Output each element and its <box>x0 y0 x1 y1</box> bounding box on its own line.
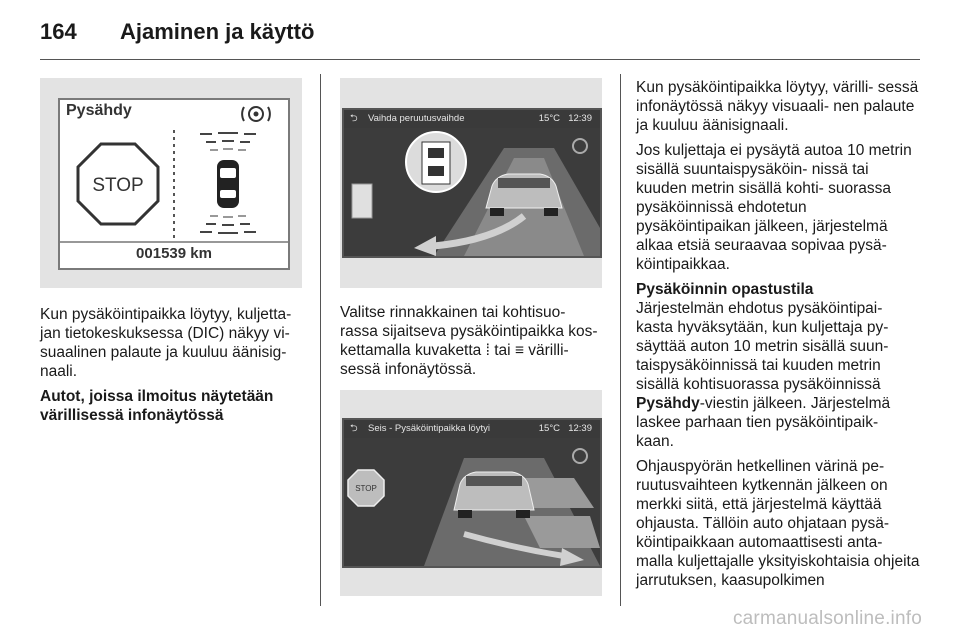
figure-dic-display <box>40 78 302 288</box>
figure-reverse-gear-screen <box>340 78 602 288</box>
stop-parking-graphic <box>344 438 600 566</box>
car-top-view-icon <box>217 160 239 208</box>
screen-status-bar <box>344 420 600 438</box>
col3-paragraph-4: Ohjauspyörän hetkellinen värinä pe- ruutusvaihteen kytkennän jälkeen on merkki siitä, että järjestelmä käyttää ohjausta. Tällöin auto ohjataan pysä- köintipaikkaan automaattisesti anta- malla kuljettajalle yksityiskohtaisia ohjeita jarrutuksen, kaasupolkimen <box>636 458 920 589</box>
back-icon[interactable]: ⮌ <box>350 113 358 124</box>
infotainment-screen-2 <box>342 418 602 568</box>
temperature-readout: 15°C <box>538 113 560 124</box>
screen-title: Vaihda peruutusvaihde <box>368 113 465 124</box>
reverse-parking-graphic <box>344 128 600 256</box>
screen-status-bar <box>344 110 600 128</box>
chapter-title: Ajaminen ja käyttö <box>120 19 315 44</box>
back-icon[interactable]: ⮌ <box>350 423 358 434</box>
parking-assist-icon <box>242 107 270 121</box>
column-divider-1 <box>320 74 321 606</box>
odometer-readout: 001539 km <box>136 245 212 262</box>
dic-title: Pysähdy <box>66 102 132 119</box>
stop-sign-text: STOP <box>92 175 144 196</box>
page-number: 164 <box>40 19 77 44</box>
col3-heading: Pysäköinnin opastustila <box>636 281 814 298</box>
stop-sign-icon <box>348 470 384 506</box>
dic-graphic <box>60 100 288 268</box>
screen-body <box>344 438 600 566</box>
col2-text <box>340 303 605 385</box>
col1-heading: Autot, joissa ilmoitus näytetään värillisessä infonäytössä <box>40 388 274 424</box>
header-rule <box>40 59 920 60</box>
col3-paragraph-3 <box>636 299 920 451</box>
col2-paragraph-1: Valitse rinnakkainen tai kohtisuo- rassa sijaitseva pysäköintipaikka kos- kettamalla kuvaketta ⁞ tai ≡ värilli- sessä infonäytössä. <box>340 304 598 378</box>
dic-screen <box>58 98 290 270</box>
page-header <box>40 14 920 54</box>
stop-sign-text: STOP <box>355 484 377 493</box>
screen-body <box>344 128 600 256</box>
watermark: carmanualsonline.info <box>732 608 922 629</box>
col1-paragraph-1: Kun pysäköintipaikka löytyy, kuljetta- jan tietokeskuksessa (DIC) näkyy vi- suaalinen palaute ja kuuluu äänisig- naali. <box>40 306 292 380</box>
col3-paragraph-3-b: -viestin jälkeen. Järjestelmä laskee parhaan tien pysäköintipaik- kaan. <box>636 395 891 450</box>
screen-title: Seis - Pysäköintipaikka löytyi <box>368 423 490 434</box>
col3-paragraph-2: Jos kuljettaja ei pysäytä autoa 10 metrin sisällä suuntaispysäköin- nissä tai kuuden metrin sisällä kohti- suorassa pysäköinnissä ehdotetun pysäköintipaikan jälkeen, järjestelmä alkaa etsiä seuraavaa sopivaa pysä- köintipaikkaa. <box>636 142 912 273</box>
temperature-readout: 15°C <box>538 423 560 434</box>
col3-paragraph-1: Kun pysäköintipaikka löytyy, värilli- sessä infonäytössä näkyy visuaali- nen palaute ja kuuluu äänisignaali. <box>636 79 919 134</box>
parallel-parking-icon[interactable] <box>352 184 372 218</box>
col3-paragraph-3-bold: Pysähdy <box>636 395 700 412</box>
rear-sensor-bars <box>200 216 256 233</box>
time-readout: 12:39 <box>568 423 592 434</box>
infotainment-screen-1 <box>342 108 602 258</box>
col1-text <box>40 305 312 431</box>
front-sensor-bars <box>200 133 256 150</box>
figure-stop-space-found <box>340 390 602 596</box>
time-readout: 12:39 <box>568 113 592 124</box>
stop-sign-icon <box>78 144 158 224</box>
col3-text <box>636 78 920 596</box>
col3-paragraph-3-a: Järjestelmän ehdotus pysäköintipai- kasta hyväksytään, kun kuljettaja py- säyttää auton 10 metrin sisällä suun- taispysäköinnissä tai kuuden metrin sisällä kohtisuorassa pysäköinnissä <box>636 300 889 393</box>
column-divider-2 <box>620 74 621 606</box>
